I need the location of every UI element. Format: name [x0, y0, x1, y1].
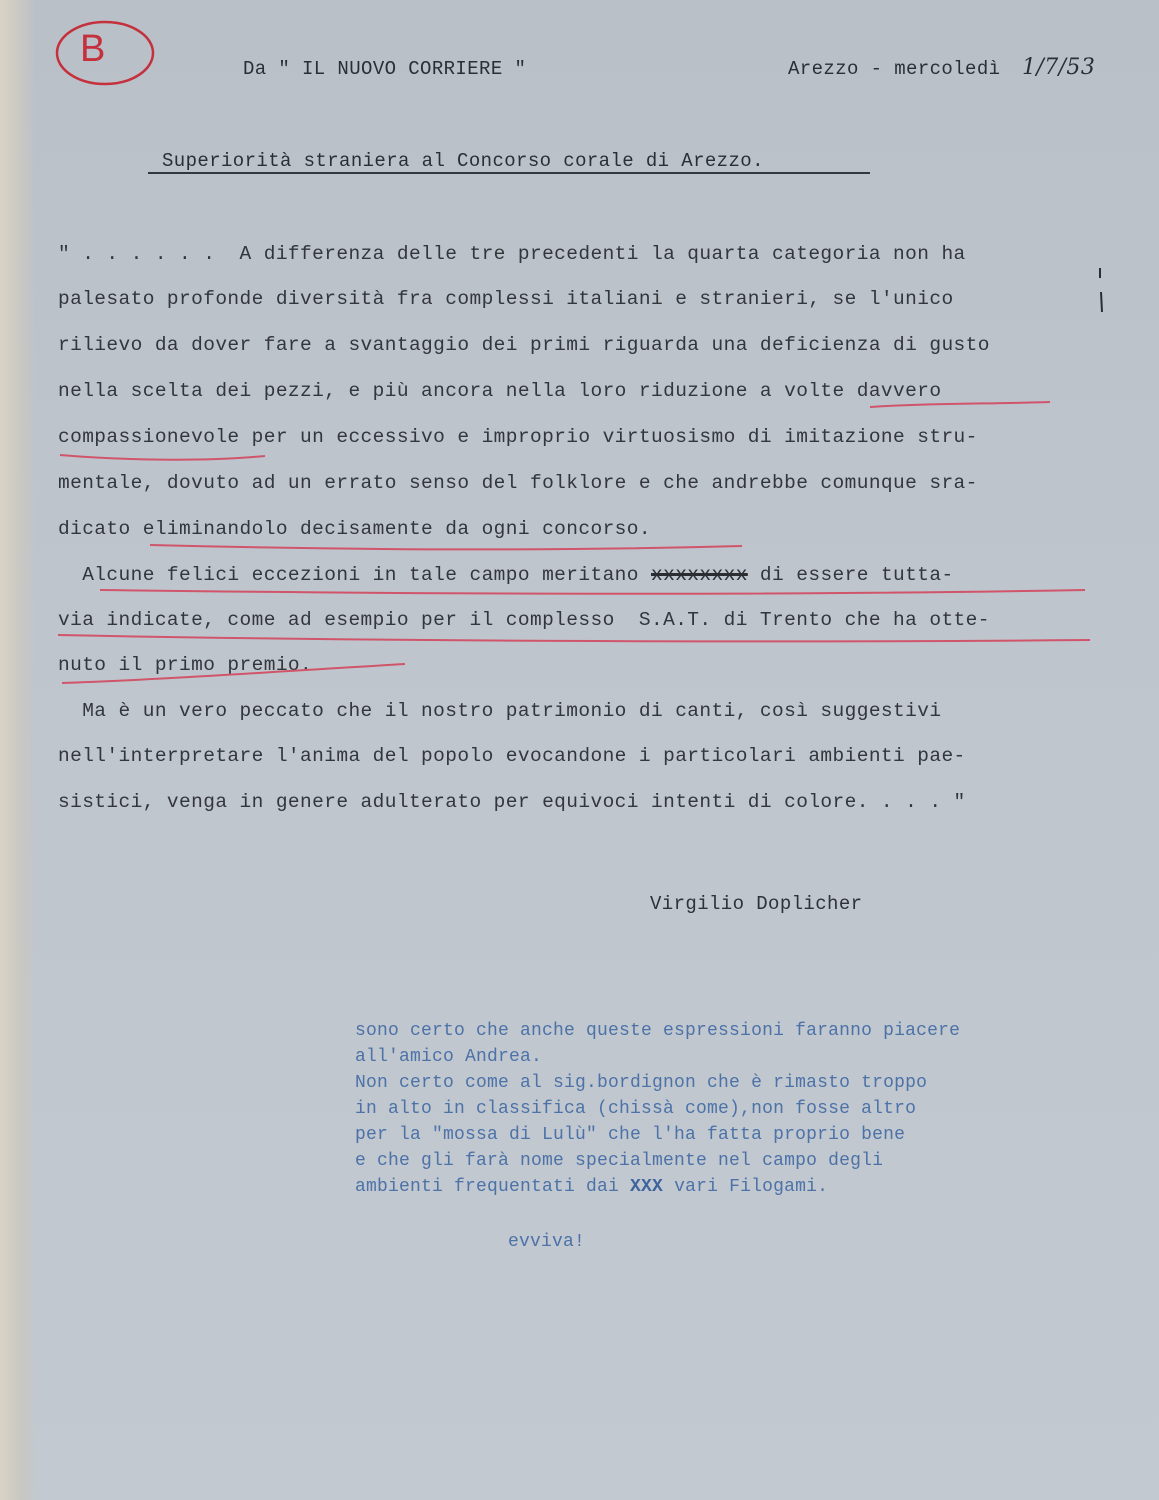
body-line-7: dicato eliminandolo decisamente da ogni concorso.	[58, 518, 651, 540]
body-line-13: sistici, venga in genere adulterato per equivoci intenti di colore. . . . "	[58, 791, 966, 813]
note-last-start: ambienti frequentati dai	[355, 1177, 631, 1197]
underline-eliminandolo	[150, 545, 742, 549]
body-line-6: mentale, dovuto ad un errato senso del folklore e che andrebbe comunque sra-	[58, 472, 978, 494]
signature: Virgilio Doplicher	[650, 893, 863, 915]
underline-via-indicate	[58, 635, 1090, 641]
note-closing: evviva!	[508, 1232, 586, 1252]
body-line-5: compassionevole per un eccessivo e improprio virtuosismo di imitazione stru-	[58, 426, 978, 448]
note-last-end: vari Filogami.	[663, 1177, 829, 1197]
underline-primo-premio	[62, 664, 405, 683]
para2-start: Alcune felici eccezioni in tale campo meritano	[58, 564, 651, 586]
note-line-6: e che gli farà nome specialmente nel campo degli	[355, 1151, 884, 1171]
note-struck: XXX	[630, 1177, 664, 1197]
note-line-7	[355, 1177, 828, 1197]
body-line-10: nuto il primo premio.	[58, 654, 313, 676]
underline-alcune	[100, 590, 1085, 594]
struck-word: xxxxxxxx	[651, 564, 748, 586]
note-line-4: in alto in classifica (chissà come),non fosse altro	[355, 1099, 917, 1119]
body-line-4: nella scelta dei pezzi, e più ancora nella loro riduzione a volte davvero	[58, 380, 942, 402]
circled-mark-letter: B	[80, 28, 106, 70]
para2-end: di essere tutta-	[747, 564, 954, 586]
body-line-1: " . . . . . . A differenza delle tre precedenti la quarta categoria non ha	[58, 243, 966, 265]
margin-mark	[1100, 268, 1102, 312]
note-line-1: sono certo che anche queste espressioni faranno piacere	[355, 1021, 961, 1041]
body-line-11: Ma è un vero peccato che il nostro patrimonio di canti, così suggestivi	[58, 700, 942, 722]
header-date: 1/7/53	[1022, 55, 1096, 80]
underline-compassionevole	[60, 455, 265, 460]
header-dateline: Arezzo - mercoledì	[788, 58, 1001, 80]
header-source: Da " IL NUOVO CORRIERE "	[243, 58, 527, 80]
body-line-12: nell'interpretare l'anima del popolo evocandone i particolari ambienti pae-	[58, 745, 966, 767]
note-line-2: all'amico Andrea.	[355, 1047, 543, 1067]
note-line-3: Non certo come al sig.bordignon che è rimasto troppo	[355, 1073, 928, 1093]
body-line-3: rilievo da dover fare a svantaggio dei primi riguarda una deficienza di gusto	[58, 334, 990, 356]
underline-volte-davvero	[870, 402, 1050, 407]
body-line-2: palesato profonde diversità fra complessi italiani e stranieri, se l'unico	[58, 288, 954, 310]
article-title: Superiorità straniera al Concorso corale di Arezzo.	[162, 150, 764, 172]
body-line-9: via indicate, come ad esempio per il complesso S.A.T. di Trento che ha otte-	[58, 609, 990, 631]
note-line-5: per la "mossa di Lulù" che l'ha fatta proprio bene	[355, 1125, 906, 1145]
